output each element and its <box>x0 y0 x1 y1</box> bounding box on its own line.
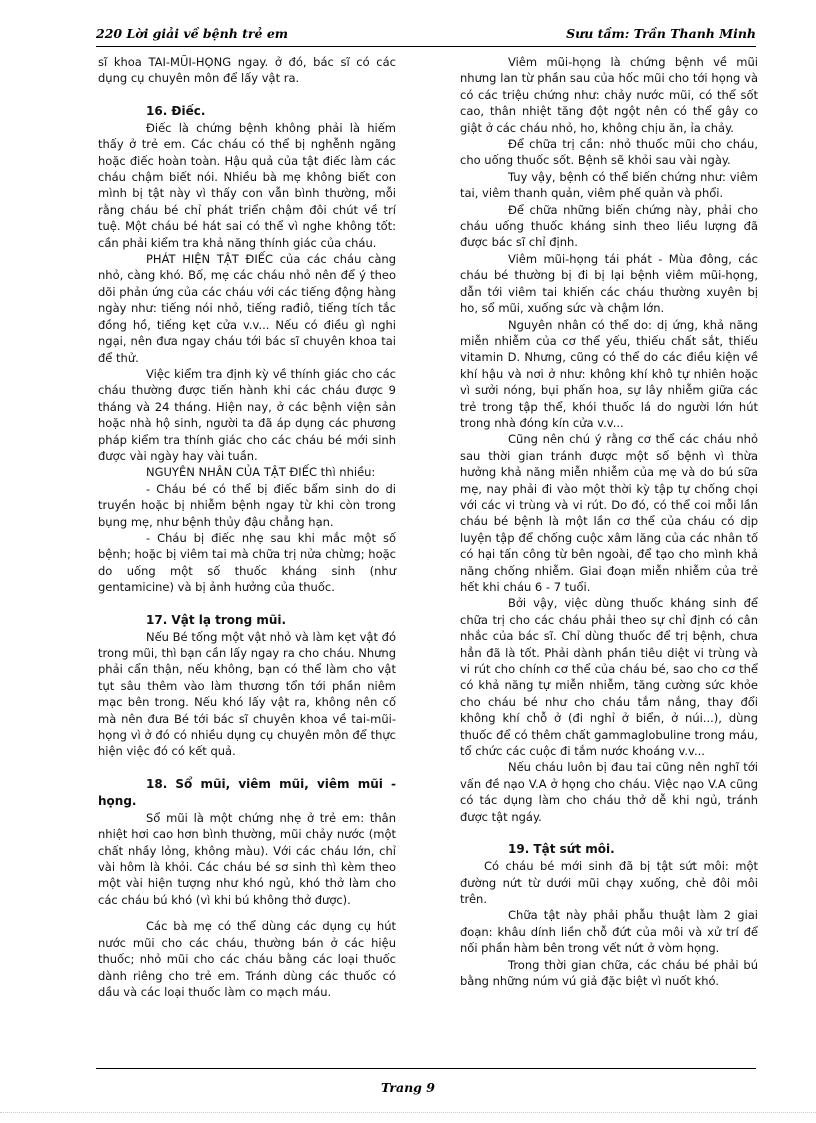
right-column <box>460 54 758 989</box>
paragraph: Nếu cháu luôn bị đau tai cũng nên nghĩ tới vấn đề nạo V.A ở họng cho cháu. Việc nạo V.A cũng có tác dụng làm cho cháu thở dễ khi ngủ, tránh được tật ngáy. <box>460 760 758 824</box>
paragraph: Tuy vậy, bệnh có thể biến chứng như: viêm tai, viêm thanh quản, viêm phế quản và phổi. <box>460 169 758 201</box>
paragraph: Để chữa những biến chứng này, phải cho cháu uống thuốc kháng sinh theo liều lượng đã được bác sĩ chỉ định. <box>460 202 758 250</box>
paragraph: Việc kiểm tra định kỳ về thính giác cho các cháu thường được tiến hành khi các cháu được 9 tháng và 24 tháng. Hiện nay, ở các bệnh viện sản hoặc nhà hộ sinh, người ta đã áp dụng các phương pháp kiểm tra thính giác cho các cháu bé mới sinh được vài ngày hay vài tuần. <box>98 366 396 463</box>
section-heading-16: 16. Điếc. <box>146 103 206 118</box>
header-rule <box>96 46 756 47</box>
left-column <box>98 54 396 1000</box>
footer-rule <box>96 1068 756 1069</box>
paragraph: Sổ mũi là một chứng nhẹ ở trẻ em: thân nhiệt hơi cao hơn bình thường, mũi chảy nước (một chất nhầy lỏng, không màu). Với các cháu lớn, chỉ vài hôm là khỏi. Các cháu bé sơ sinh thì kèm theo một vài hiện tượng như khó ngủ, khó thở làm cho các cháu bú khó (vì khi bú không thở được). <box>98 810 396 907</box>
header-author: Sưu tầm: Trần Thanh Minh <box>566 26 756 41</box>
paragraph: Trong thời gian chữa, các cháu bé phải bú bằng những núm vú giả đặc biệt vì nuốt khó. <box>460 957 758 988</box>
paragraph: Nếu Bé tống một vật nhỏ và làm kẹt vật đó trong mũi, thì bạn cần lấy ngay ra cho cháu. Nhưng phải cẩn thận, nếu không, bạn có thể làm cho vật tụt sâu thêm vào làm thương tổn tới phần niêm mạc bên trong. Nếu khó lấy vật ra, không nên cố mà nên đưa Bé tới bác sĩ chuyên khoa về tai-mũi-họng vì ở đó có nhiều dụng cụ chuyên môn để thực hiện việc đó có kết quả. <box>98 629 396 759</box>
paragraph: Để chữa trị cần: nhỏ thuốc mũi cho cháu, cho uống thuốc sốt. Bệnh sẽ khỏi sau vài ngày. <box>460 137 758 168</box>
paragraph: PHÁT HIỆN TẬT ĐIẾC của các cháu càng nhỏ, càng khó. Bố, mẹ các cháu nhỏ nên để ý theo dõi phản ứng của các cháu với các tiếng động hàng ngày như: tiếng nói nhỏ, tiếng rađiô, tiếng tích tắc đồng hồ, tiếng kẹt cửa v.v... Nếu có điều gì nghi ngại, nên đưa ngay cháu tới bác sĩ chuyên khoa tai để thử. <box>98 252 396 365</box>
page-edge-dotted-line <box>0 1112 816 1113</box>
paragraph: NGUYÊN NHÂN CỦA TẬT ĐIẾC thì nhiều: <box>146 465 376 480</box>
paragraph: - Cháu bé có thể bị điếc bẩm sinh do di truyền hoặc bị nhiễm bệnh ngay từ khi còn trong bụng mẹ, như bệnh thủy đậu chẳng hạn. <box>98 481 396 529</box>
section-heading-17: 17. Vật lạ trong mũi. <box>146 612 287 627</box>
paragraph: Có cháu bé mới sinh đã bị tật sứt môi: một đường nứt từ dưới mũi chạy xuống, chẻ đôi môi trên. <box>460 859 758 906</box>
header-book-title: 220 Lời giải về bệnh trẻ em <box>96 26 288 41</box>
page-number: Trang 9 <box>381 1080 435 1095</box>
paragraph: Bởi vậy, việc dùng thuốc kháng sinh để chữa trị cho các cháu phải theo sự chỉ định có cân nhắc của bác sĩ. Chỉ dùng thuốc để trị bệnh, chưa hẳn đã là tốt. Phải dành phần tiêu diệt vi trùng và vi rút cho chính cơ thể của cháu bé, sao cho cơ thể có khả năng tự miễn nhiễm, tăng cường sức khỏe cho cháu bé như cho cháu tắm nắng, thay đổi không khí chỗ ở (đi nghỉ ở biển, ở núi...), dùng thuốc để có thêm chất gammaglobuline trong máu, tổ chức các cuộc đi tắm nước khoáng v.v... <box>460 596 758 759</box>
paragraph: Viêm mũi-họng là chứng bệnh về mũi nhưng lan từ phần sau của hốc mũi cho tới họng và có các triệu chứng như: chảy nước mũi, có thể sốt cao, thân nhiệt tăng đột ngột nên có thể gây co giật ở các cháu nhỏ, ho, không chịu ăn, ỉa chảy. <box>460 55 758 135</box>
paragraph: Điếc là chứng bệnh không phải là hiếm thấy ở trẻ em. Các cháu có thể bị nghễnh ngãng hoặc điếc hoàn toàn. Hậu quả của tật điếc làm các cháu chậm biết nói. Nhiều bà mẹ không biết con mình bị tật này vì thấy con vẫn bình thường, mỗi rằng cháu bé chỉ phát triển chậm đôi chút về trí tuệ. Một cháu bé hát sai có thể vì nghe không tốt: cần phải kiểm tra khả năng thính giác của cháu. <box>98 120 396 250</box>
paragraph: Viêm mũi-họng tái phát - Mùa đông, các cháu bé thường bị đi bị lại bệnh viêm mũi-họng, dẫn tới viêm tai khiến các cháu thường xuyên bị ho, sổ mũi, xuống sức và chậm lớn. <box>460 251 758 316</box>
paragraph: - Cháu bị điếc nhẹ sau khi mắc một số bệnh; hoặc bị viêm tai mà chữa trị nửa chừng; hoặc do uống một số thuốc kháng sinh (như gentamicine) và bị ảnh hưởng của thuốc. <box>98 530 396 595</box>
paragraph: Các bà mẹ có thể dùng các dụng cụ hút nước mũi cho các cháu, thường bán ở các hiệu thuốc; nhỏ mũi cho các cháu bằng các loại thuốc dành riêng cho trẻ em. Tránh dùng các thuốc có dầu và các loại thuốc làm co mạch máu. <box>98 919 396 999</box>
paragraph: Cũng nên chú ý rằng cơ thể các cháu nhỏ sau thời gian tránh được một số bệnh vì thừa hưởng khả năng miễn nhiễm của mẹ và do bú sữa mẹ, nay phải đi vào một thời kỳ tập tự chống chọi với các vi trùng và vi rút. Do đó, có thể coi mỗi lần cháu bé bệnh là một lần cơ thể của cháu có dịp luyện tập để chống cuộc xâm lăng của các nhân tố có hại tấn công từ bên ngoài, để tạo cho mình khả năng chống nhiễm. Giai đoạn miễn nhiễm của trẻ hết khi cháu 6 - 7 tuổi. <box>460 432 758 594</box>
paragraph: Chữa tật này phải phẫu thuật làm 2 giai đoạn: khâu dính liền chỗ đứt của môi và xử trí để nối phần hàm bên trong vết nứt ở vòm họng. <box>460 908 758 956</box>
paragraph: Nguyên nhân có thể do: dị ứng, khả năng miễn nhiễm của cơ thể yếu, thiếu chất sắt, thiếu vitamin D. Nhưng, cũng có thể do các điều kiện về khí hậu và nơi ở như: không khí khô tự nhiên hoặc vì sưởi nóng, bụi phấn hoa, sự lây nhiễm giữa các trẻ trong tập thể, khói thuốc lá do người lớn hút trong nhà đóng kín cửa v.v... <box>460 317 758 430</box>
section-heading-18: 18. Sổ mũi, viêm mũi, viêm mũi - họng. <box>98 776 396 808</box>
section-heading-19: 19. Tật sứt môi. <box>508 842 615 857</box>
paragraph: sĩ khoa TAI-MŨI-HỌNG ngay. ở đó, bác sĩ có các dụng cụ chuyên môn để lấy vật ra. <box>98 55 396 86</box>
